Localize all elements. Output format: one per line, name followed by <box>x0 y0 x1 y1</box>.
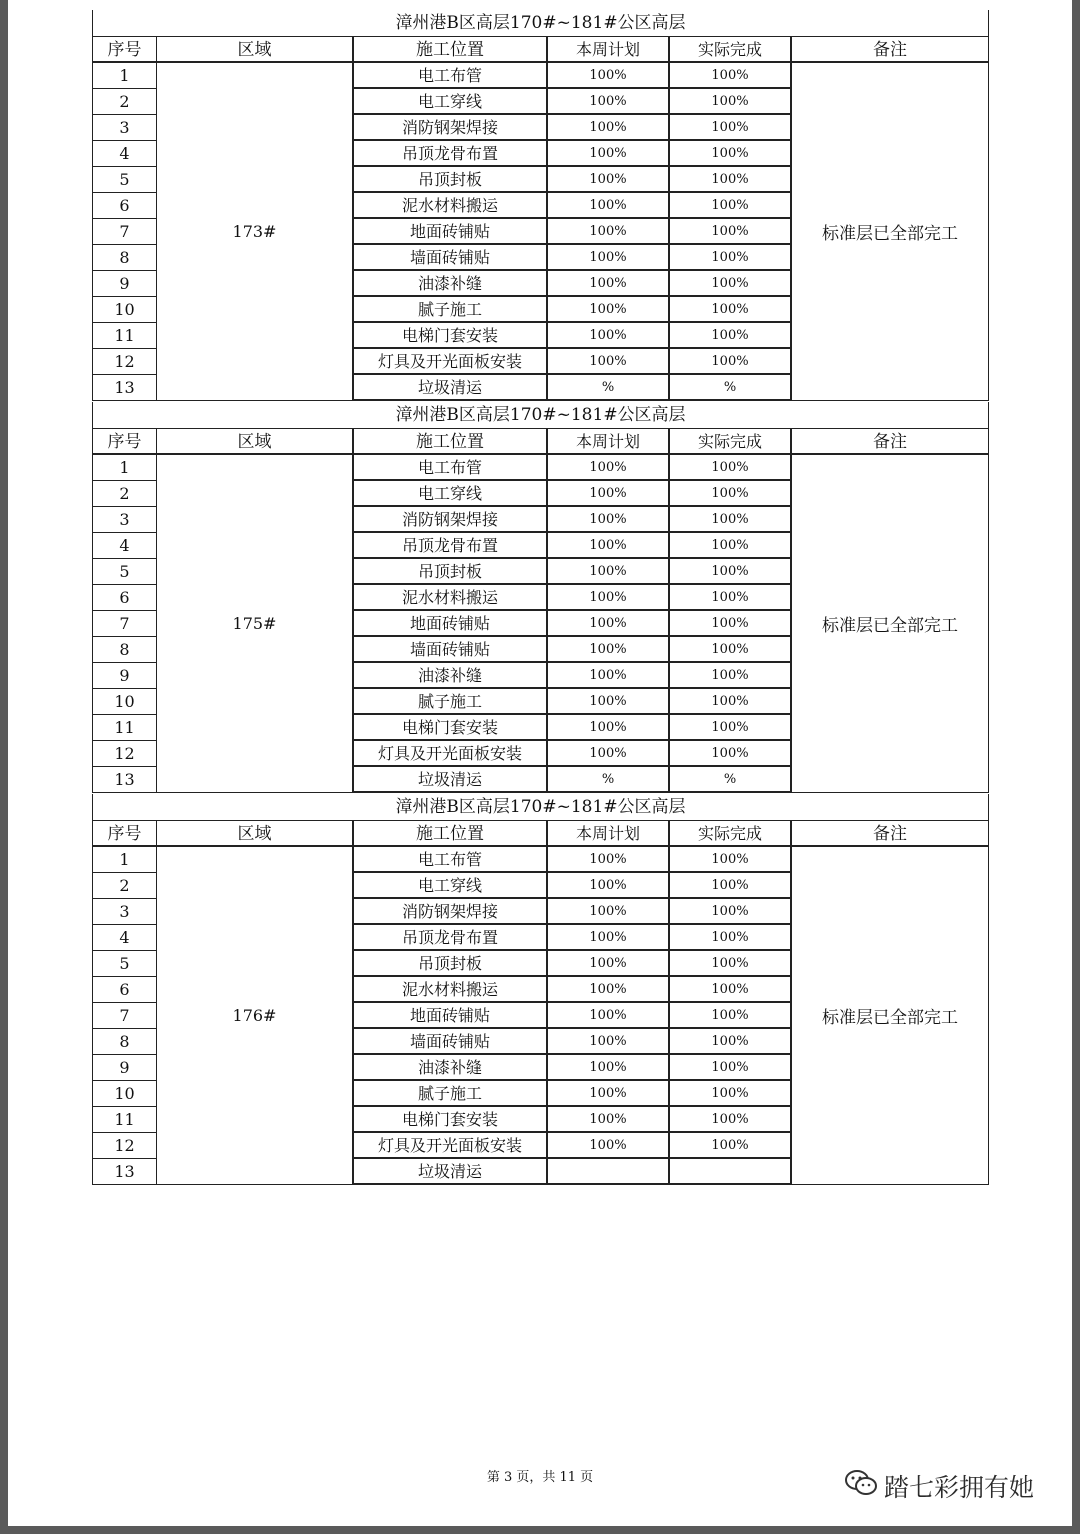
row-position: 泥水材料搬运 <box>352 977 548 1003</box>
table-header-row <box>92 37 989 63</box>
row-plan: 100% <box>548 1055 670 1081</box>
row-plan: 100% <box>548 663 670 689</box>
row-seq: 2 <box>92 481 156 507</box>
row-plan: 100% <box>548 977 670 1003</box>
progress-table <box>92 794 989 1185</box>
row-seq: 6 <box>92 585 156 611</box>
row-actual: 100% <box>670 349 792 375</box>
row-actual: 100% <box>670 141 792 167</box>
row-position: 墙面砖铺贴 <box>352 1029 548 1055</box>
header-note: 备注 <box>792 37 989 63</box>
row-seq: 12 <box>92 1133 156 1159</box>
row-plan: 100% <box>548 115 670 141</box>
row-plan: 100% <box>548 481 670 507</box>
row-plan: 100% <box>548 611 670 637</box>
row-plan: 100% <box>548 585 670 611</box>
row-plan <box>548 1159 670 1185</box>
row-plan: 100% <box>548 873 670 899</box>
row-plan: 100% <box>548 89 670 115</box>
row-seq: 11 <box>92 323 156 349</box>
row-plan: 100% <box>548 559 670 585</box>
watermark <box>844 1466 1034 1506</box>
row-actual: 100% <box>670 977 792 1003</box>
row-position: 油漆补缝 <box>352 1055 548 1081</box>
row-actual: 100% <box>670 63 792 89</box>
row-seq: 1 <box>92 63 156 89</box>
row-plan: 100% <box>548 637 670 663</box>
wechat-icon <box>844 1469 878 1503</box>
row-plan: 100% <box>548 507 670 533</box>
row-position: 电梯门套安装 <box>352 715 548 741</box>
row-plan: 100% <box>548 847 670 873</box>
row-actual: 100% <box>670 271 792 297</box>
row-position: 电工布管 <box>352 455 548 481</box>
row-plan: % <box>548 767 670 793</box>
row-seq: 8 <box>92 637 156 663</box>
row-plan: 100% <box>548 899 670 925</box>
row-actual: 100% <box>670 1133 792 1159</box>
row-actual: 100% <box>670 533 792 559</box>
row-seq: 10 <box>92 1081 156 1107</box>
row-position: 墙面砖铺贴 <box>352 637 548 663</box>
row-seq: 2 <box>92 873 156 899</box>
row-position: 地面砖铺贴 <box>352 611 548 637</box>
row-actual: 100% <box>670 219 792 245</box>
row-seq: 3 <box>92 899 156 925</box>
row-actual: 100% <box>670 507 792 533</box>
header-position: 施工位置 <box>352 821 548 847</box>
row-actual: 100% <box>670 1081 792 1107</box>
row-actual: 100% <box>670 115 792 141</box>
row-seq: 13 <box>92 1159 156 1185</box>
row-seq: 9 <box>92 663 156 689</box>
row-plan: 100% <box>548 349 670 375</box>
table-header-row <box>92 821 989 847</box>
row-position: 吊顶龙骨布置 <box>352 925 548 951</box>
row-actual: 100% <box>670 245 792 271</box>
row-actual: % <box>670 767 792 793</box>
row-plan: 100% <box>548 1081 670 1107</box>
row-plan: 100% <box>548 193 670 219</box>
row-actual: 100% <box>670 297 792 323</box>
header-seq: 序号 <box>92 429 156 455</box>
row-actual: 100% <box>670 193 792 219</box>
header-note: 备注 <box>792 821 989 847</box>
row-position: 吊顶龙骨布置 <box>352 533 548 559</box>
row-actual <box>670 1159 792 1185</box>
row-plan: 100% <box>548 689 670 715</box>
table-body <box>92 63 989 401</box>
row-seq: 4 <box>92 533 156 559</box>
row-actual: 100% <box>670 715 792 741</box>
row-position: 泥水材料搬运 <box>352 585 548 611</box>
row-seq: 8 <box>92 1029 156 1055</box>
row-actual: 100% <box>670 951 792 977</box>
row-seq: 7 <box>92 611 156 637</box>
row-position: 腻子施工 <box>352 689 548 715</box>
row-position: 电梯门套安装 <box>352 1107 548 1133</box>
header-actual: 实际完成 <box>670 821 792 847</box>
table-title: 漳州港B区高层170#~181#公区高层 <box>92 402 989 429</box>
row-actual: 100% <box>670 637 792 663</box>
row-position: 消防钢架焊接 <box>352 507 548 533</box>
row-position: 垃圾清运 <box>352 1159 548 1185</box>
row-seq: 4 <box>92 141 156 167</box>
page-footer: 第 3 页，共 11 页 <box>486 1470 594 1485</box>
row-position: 地面砖铺贴 <box>352 1003 548 1029</box>
watermark-text: 踏七彩拥有她 <box>884 1473 1035 1502</box>
row-position: 泥水材料搬运 <box>352 193 548 219</box>
row-position: 电工布管 <box>352 847 548 873</box>
row-position: 电工穿线 <box>352 481 548 507</box>
row-actual: 100% <box>670 1029 792 1055</box>
row-seq: 5 <box>92 167 156 193</box>
row-seq: 7 <box>92 219 156 245</box>
table-body <box>92 455 989 793</box>
row-position: 吊顶封板 <box>352 167 548 193</box>
row-seq: 9 <box>92 1055 156 1081</box>
row-seq: 5 <box>92 951 156 977</box>
row-seq: 1 <box>92 847 156 873</box>
progress-table <box>92 402 989 793</box>
table-body <box>92 847 989 1185</box>
note-cell: 标准层已全部完工 <box>792 63 989 401</box>
header-actual: 实际完成 <box>670 37 792 63</box>
row-plan: 100% <box>548 1107 670 1133</box>
row-plan: 100% <box>548 533 670 559</box>
row-plan: 100% <box>548 141 670 167</box>
row-actual: 100% <box>670 559 792 585</box>
row-position: 吊顶封板 <box>352 951 548 977</box>
header-plan: 本周计划 <box>548 821 670 847</box>
row-plan: 100% <box>548 297 670 323</box>
row-actual: 100% <box>670 1003 792 1029</box>
row-seq: 5 <box>92 559 156 585</box>
row-seq: 10 <box>92 297 156 323</box>
row-seq: 11 <box>92 715 156 741</box>
row-position: 吊顶封板 <box>352 559 548 585</box>
header-seq: 序号 <box>92 37 156 63</box>
row-plan: 100% <box>548 951 670 977</box>
row-plan: 100% <box>548 219 670 245</box>
row-seq: 6 <box>92 193 156 219</box>
row-position: 灯具及开光面板安装 <box>352 349 548 375</box>
header-seq: 序号 <box>92 821 156 847</box>
row-seq: 1 <box>92 455 156 481</box>
row-actual: 100% <box>670 167 792 193</box>
row-plan: 100% <box>548 455 670 481</box>
row-plan: 100% <box>548 167 670 193</box>
row-actual: 100% <box>670 323 792 349</box>
document-page <box>8 0 1072 1526</box>
row-position: 消防钢架焊接 <box>352 115 548 141</box>
row-position: 电梯门套安装 <box>352 323 548 349</box>
row-position: 灯具及开光面板安装 <box>352 1133 548 1159</box>
row-actual: 100% <box>670 741 792 767</box>
row-seq: 3 <box>92 115 156 141</box>
row-actual: 100% <box>670 585 792 611</box>
header-note: 备注 <box>792 429 989 455</box>
row-plan: 100% <box>548 715 670 741</box>
row-position: 垃圾清运 <box>352 375 548 401</box>
header-area: 区域 <box>156 37 352 63</box>
row-actual: 100% <box>670 847 792 873</box>
row-plan: 100% <box>548 63 670 89</box>
row-actual: 100% <box>670 663 792 689</box>
row-actual: 100% <box>670 689 792 715</box>
row-plan: 100% <box>548 271 670 297</box>
row-actual: 100% <box>670 611 792 637</box>
row-plan: % <box>548 375 670 401</box>
table-title: 漳州港B区高层170#~181#公区高层 <box>92 794 989 821</box>
row-position: 油漆补缝 <box>352 271 548 297</box>
row-plan: 100% <box>548 925 670 951</box>
row-seq: 3 <box>92 507 156 533</box>
row-seq: 7 <box>92 1003 156 1029</box>
row-position: 灯具及开光面板安装 <box>352 741 548 767</box>
table-header-row <box>92 429 989 455</box>
table-title: 漳州港B区高层170#~181#公区高层 <box>92 10 989 37</box>
row-position: 腻子施工 <box>352 297 548 323</box>
row-seq: 10 <box>92 689 156 715</box>
row-position: 电工穿线 <box>352 89 548 115</box>
row-seq: 12 <box>92 349 156 375</box>
row-plan: 100% <box>548 741 670 767</box>
row-seq: 13 <box>92 375 156 401</box>
row-seq: 9 <box>92 271 156 297</box>
row-position: 电工穿线 <box>352 873 548 899</box>
header-actual: 实际完成 <box>670 429 792 455</box>
row-seq: 8 <box>92 245 156 271</box>
header-position: 施工位置 <box>352 429 548 455</box>
header-area: 区域 <box>156 821 352 847</box>
row-seq: 4 <box>92 925 156 951</box>
row-seq: 12 <box>92 741 156 767</box>
row-position: 地面砖铺贴 <box>352 219 548 245</box>
row-seq: 2 <box>92 89 156 115</box>
row-position: 墙面砖铺贴 <box>352 245 548 271</box>
row-seq: 13 <box>92 767 156 793</box>
row-actual: 100% <box>670 1107 792 1133</box>
row-position: 电工布管 <box>352 63 548 89</box>
row-position: 腻子施工 <box>352 1081 548 1107</box>
header-plan: 本周计划 <box>548 37 670 63</box>
header-position: 施工位置 <box>352 37 548 63</box>
row-actual: 100% <box>670 455 792 481</box>
row-position: 油漆补缝 <box>352 663 548 689</box>
row-plan: 100% <box>548 1029 670 1055</box>
row-plan: 100% <box>548 323 670 349</box>
row-plan: 100% <box>548 1003 670 1029</box>
row-position: 消防钢架焊接 <box>352 899 548 925</box>
area-cell: 176# <box>156 847 352 1185</box>
row-seq: 11 <box>92 1107 156 1133</box>
row-actual: 100% <box>670 925 792 951</box>
row-actual: 100% <box>670 89 792 115</box>
row-actual: % <box>670 375 792 401</box>
row-actual: 100% <box>670 1055 792 1081</box>
row-actual: 100% <box>670 873 792 899</box>
area-cell: 173# <box>156 63 352 401</box>
row-actual: 100% <box>670 481 792 507</box>
row-position: 吊顶龙骨布置 <box>352 141 548 167</box>
note-cell: 标准层已全部完工 <box>792 847 989 1185</box>
header-area: 区域 <box>156 429 352 455</box>
progress-table <box>92 10 989 401</box>
row-plan: 100% <box>548 245 670 271</box>
row-plan: 100% <box>548 1133 670 1159</box>
area-cell: 175# <box>156 455 352 793</box>
row-actual: 100% <box>670 899 792 925</box>
row-position: 垃圾清运 <box>352 767 548 793</box>
header-plan: 本周计划 <box>548 429 670 455</box>
row-seq: 6 <box>92 977 156 1003</box>
note-cell: 标准层已全部完工 <box>792 455 989 793</box>
